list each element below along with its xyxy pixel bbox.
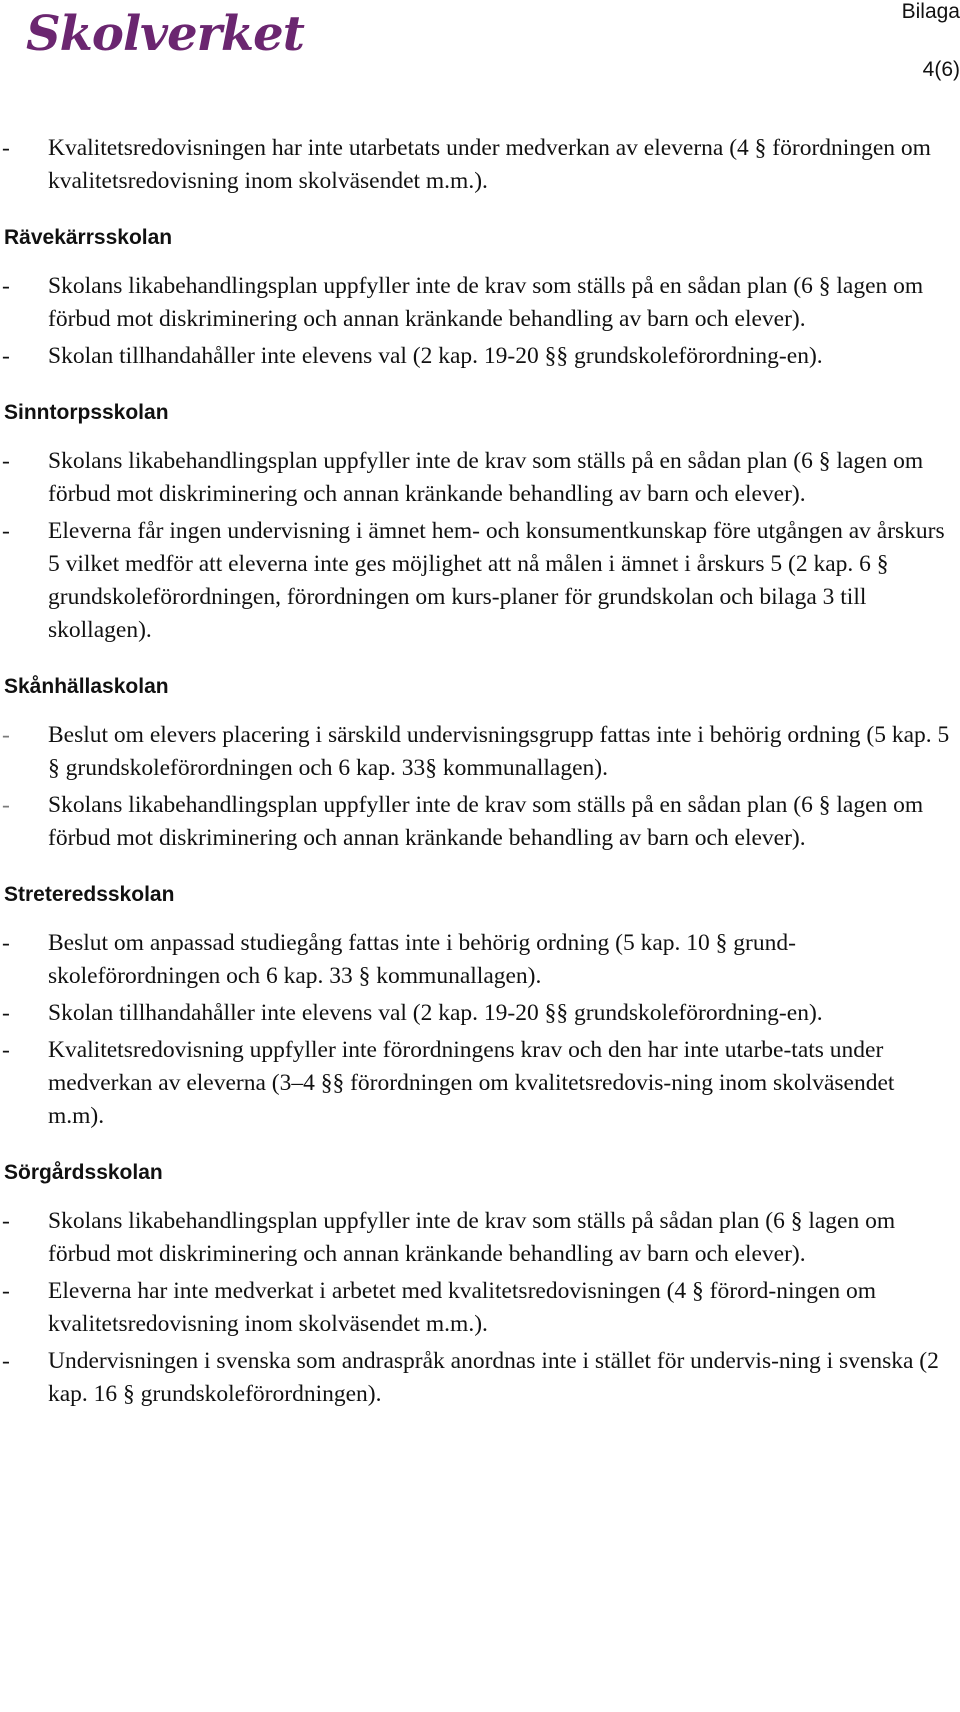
item-text: Undervisningen i svenska som andraspråk anordnas inte i stället för undervis-ning i svenska (2 kap. 16 § grundskoleförordningen).: [48, 1348, 939, 1407]
section-ravekarrsskolan: [0, 224, 955, 373]
section-heading: Rävekärrsskolan: [4, 226, 173, 249]
list-item: - Skolans likabehandlingsplan uppfyller inte de krav som ställs på en sådan plan (6 § lagen om förbud mot diskriminering och annan kränkande behandling av barn och elever).: [2, 448, 924, 507]
section-heading: Skånhällaskolan: [4, 675, 169, 698]
item-text: Kvalitetsredovisningen har inte utarbetats under medverkan av eleverna (4 § förordningen om kvalitetsredovisning inom skolväsendet m.m.).: [48, 135, 931, 194]
item-text: Beslut om elevers placering i särskild undervisningsgrupp fattas inte i behörig ordning (5 kap. 5 § grundskoleförordningen och 6 kap. 33§ kommunallagen).: [48, 722, 950, 781]
item-text: Skolans likabehandlingsplan uppfyller inte de krav som ställs på en sådan plan (6 § lagen om förbud mot diskriminering och annan kränkande behandling av barn och elever).: [48, 792, 924, 851]
page-number: 4(6): [922, 58, 960, 81]
item-text: Beslut om anpassad studiegång fattas inte i behörig ordning (5 kap. 10 § grund-skoleförordningen och 6 kap. 33 § kommunallagen).: [48, 930, 796, 989]
item-text: Skolans likabehandlingsplan uppfyller inte de krav som ställs på sådan plan (6 § lagen om förbud mot diskriminering och annan kränkande behandling av barn och elever).: [48, 1208, 896, 1267]
list-item: - Skolan tillhandahåller inte elevens val (2 kap. 19-20 §§ grundskoleförordning-en).: [2, 343, 823, 369]
list-item: - Undervisningen i svenska som andraspråk anordnas inte i stället för undervis-ning i svenska (2 kap. 16 § grundskoleförordningen).: [2, 1348, 939, 1407]
item-text: Kvalitetsredovisning uppfyller inte förordningens krav och den har inte utarbe-tats under medverkan av eleverna (3–4 §§ förordningen om kvalitetsredovis-ning inom skolväsendet m.m).: [48, 1037, 895, 1129]
list-item: - Eleverna har inte medverkat i arbetet med kvalitetsredovisningen (4 § förord-ningen om kvalitetsredovisning inom skolväsendet m.m.).: [2, 1278, 877, 1337]
section-streteredsskolan: [0, 881, 955, 1133]
item-text: Eleverna får ingen undervisning i ämnet hem- och konsumentkunskap före utgången av årskurs 5 vilket medför att eleverna inte ges möjlighet att nå målen i ämnet i årskurs 5 (2 kap. 6 § grundskoleförordningen, förordningen om kurs-planer för grundskolan och bilaga 3 till skollagen).: [48, 518, 945, 643]
section-sorgardsskolan: [0, 1159, 955, 1411]
section-heading: Streteredsskolan: [4, 883, 175, 906]
item-text: Skolans likabehandlingsplan uppfyller inte de krav som ställs på en sådan plan (6 § lagen om förbud mot diskriminering och annan kränkande behandling av barn och elever).: [48, 448, 924, 507]
list-item: - Skolans likabehandlingsplan uppfyller inte de krav som ställs på en sådan plan (6 § lagen om förbud mot diskriminering och annan kränkande behandling av barn och elever).: [2, 273, 924, 332]
item-text: Skolan tillhandahåller inte elevens val (2 kap. 19-20 §§ grundskoleförordning-en).: [48, 343, 823, 369]
list-item: - Beslut om anpassad studiegång fattas inte i behörig ordning (5 kap. 10 § grund-skoleförordningen och 6 kap. 33 § kommunallagen).: [2, 930, 796, 989]
list-item: - Skolan tillhandahåller inte elevens val (2 kap. 19-20 §§ grundskoleförordning-en).: [2, 1000, 823, 1026]
list-item: - Eleverna får ingen undervisning i ämnet hem- och konsumentkunskap före utgången av årskurs 5 vilket medför att eleverna inte ges möjlighet att nå målen i ämnet i årskurs 5 (2 kap. 6 § grundskoleförordningen, förordningen om kurs-planer för grundskolan och bilaga 3 till skollagen).: [2, 518, 945, 643]
list-item: - Kvalitetsredovisning uppfyller inte förordningens krav och den har inte utarbe-tats under medverkan av eleverna (3–4 §§ förordningen om kvalitetsredovis-ning inom skolväsendet m.m).: [2, 1037, 895, 1129]
section-heading: Sinntorpsskolan: [4, 401, 169, 424]
document-body: [0, 132, 955, 1415]
section-skanhallaskolan: [0, 673, 955, 855]
section-heading: Sörgårdsskolan: [4, 1161, 163, 1184]
item-text: Skolans likabehandlingsplan uppfyller inte de krav som ställs på en sådan plan (6 § lagen om förbud mot diskriminering och annan kränkande behandling av barn och elever).: [48, 273, 924, 332]
list-item: - Skolans likabehandlingsplan uppfyller inte de krav som ställs på en sådan plan (6 § lagen om förbud mot diskriminering och annan kränkande behandling av barn och elever).: [2, 792, 924, 851]
list-item: - Beslut om elevers placering i särskild undervisningsgrupp fattas inte i behörig ordning (5 kap. 5 § grundskoleförordningen och 6 kap. 33§ kommunallagen).: [2, 722, 950, 781]
item-text: Skolan tillhandahåller inte elevens val (2 kap. 19-20 §§ grundskoleförordning-en).: [48, 1000, 823, 1026]
list-item: - Kvalitetsredovisningen har inte utarbetats under medverkan av eleverna (4 § förordningen om kvalitetsredovisning inom skolväsendet m.m.).: [2, 135, 931, 194]
item-text: Eleverna har inte medverkat i arbetet med kvalitetsredovisningen (4 § förord-ningen om kvalitetsredovisning inom skolväsendet m.m.).: [48, 1278, 877, 1337]
skolverket-logo: Skolverket: [26, 6, 304, 62]
section-sinntorpsskolan: [0, 399, 955, 647]
appendix-label: Bilaga: [901, 0, 960, 23]
list-item: - Skolans likabehandlingsplan uppfyller inte de krav som ställs på sådan plan (6 § lagen om förbud mot diskriminering och annan kränkande behandling av barn och elever).: [2, 1208, 896, 1267]
